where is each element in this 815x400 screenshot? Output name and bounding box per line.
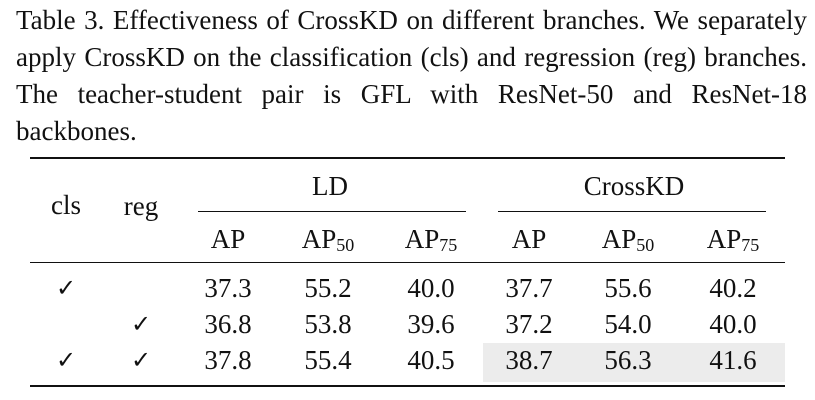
row1-crosskd-ap75: 40.2 [709,273,757,303]
row3-crosskd-ap50: 56.3 [604,345,652,375]
header-crosskd-ap75: $AP_{75}$ [706,224,760,255]
row2-ld-ap50: 53.8 [304,309,352,339]
row2-ld-ap: 36.8 [204,309,252,339]
header-ld-ap75: $AP_{75}$ [404,224,458,255]
header-crosskd-ap50: $AP_{50}$ [601,224,655,255]
header-rule [30,262,785,263]
row3-cls-check: ✓ [55,346,77,374]
row2-crosskd-ap50: 54.0 [604,309,652,339]
top-rule [30,157,785,159]
header-crosskd-ap: AP [511,224,547,254]
crosskd-group-rule [498,211,766,212]
row3-ld-ap75: 40.5 [407,345,455,375]
row3-ld-ap: 37.8 [204,345,252,375]
header-reg: reg [123,191,159,221]
bottom-rule [30,385,785,387]
row1-crosskd-ap: 37.7 [505,273,553,303]
row1-ld-ap: 37.3 [204,273,252,303]
header-cls: cls [51,190,81,220]
row3-crosskd-ap75: 41.6 [709,345,757,375]
row1-ld-ap50: 55.2 [304,273,352,303]
row1-crosskd-ap50: 55.6 [604,273,652,303]
row1-ld-ap75: 40.0 [407,273,455,303]
header-group-ld: LD [312,171,348,201]
ld-group-rule [198,211,466,212]
header-group-crosskd: CrossKD [583,171,685,201]
row3-ld-ap50: 55.4 [304,345,352,375]
row2-crosskd-ap75: 40.0 [709,309,757,339]
row1-cls-check: ✓ [55,274,77,302]
header-ld-ap: AP [210,224,246,254]
row3-reg-check: ✓ [130,346,152,374]
row2-reg-check: ✓ [130,310,152,338]
header-ld-ap50: $AP_{50}$ [301,224,355,255]
table-caption: Table 3. Effectiveness of CrossKD on different branches. We separately apply CrossKD on the classification (cls) and regression (reg) branches. The teacher-student pair is GFL with ResNet-50 and ResNet-18 backbones. [16,5,807,146]
row2-ld-ap75: 39.6 [407,309,455,339]
row3-crosskd-ap: 38.7 [505,345,553,375]
row2-crosskd-ap: 37.2 [505,309,553,339]
